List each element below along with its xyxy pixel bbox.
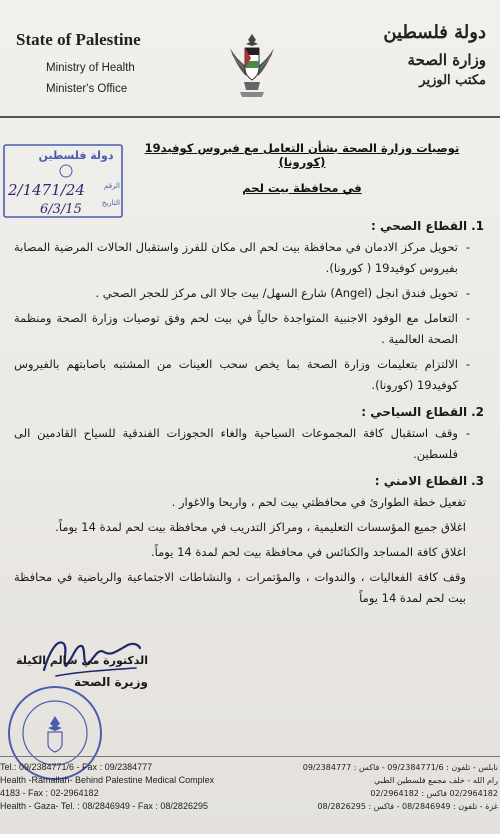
list-item: - تحويل فندق انجل (Angel) شارع السهل/ بيت جالا الى مركز للحجر الصحي . [14,283,470,304]
section-tourism [14,402,484,465]
section-title: القطاع السياحي : [361,405,468,419]
office-name-ar: مكتب الوزير [419,73,486,88]
section-items [14,237,484,396]
list-item: وقف كافة الفعاليات ، والندوات ، والمؤتمرات ، والنشاطات الاجتماعية والرياضية في محافظة بيت لحم لمدة 14 يوماً [14,570,466,605]
ministry-name-ar: وزارة الصحة [407,51,486,69]
footer-line: Health -Ramallah- Behind Palestine Medical Complex [0,775,215,785]
footer-divider [0,756,500,757]
section-title: القطاع الامني : [374,474,468,488]
header-divider [0,116,500,118]
stamp-title: دولة فلسطين [38,149,114,162]
section-items [14,492,484,609]
section-title: القطاع الصحي : [371,219,468,233]
footer-line: رام الله - خلف مجمع فلسطين الطبي [374,776,498,785]
list-item: - تحويل مركز الادمان في محافظة بيت لحم الى مكان للفرز واستقبال الحالات المرضية المصابة بفيروس كوفيد19 ( كورونا). [14,237,470,279]
stamp-date-label: التاريخ [101,199,120,207]
signatory-title: وزيرة الصحة [74,675,148,689]
list-item: - الالتزام بتعليمات وزارة الصحة بما يخص سحب العينات من المشتبه باصابتهم بالفيروس كوفيد19 (كورونا). [14,354,470,396]
section-items [14,423,484,465]
footer-line: غزة - تلفون : 08/2846949 - فاكس : 08/2826295 [317,802,498,811]
footer-line: Tel.: 09/2384771/6 - Fax : 09/2384777 [0,762,153,772]
palestine-eagle-emblem-icon [226,30,278,100]
ministry-name-en: Ministry of Health [46,62,135,74]
footer-english [0,761,250,813]
section-security [14,471,484,609]
list-item: اغلاق جميع المؤسسات التعليمية ، ومراكز التدريب في محافظة بيت لحم لمدة 14 يوماً. [55,520,466,534]
list-item: تفعيل خطة الطوارئ في محافظتي بيت لحم ، واريحا والاغوار . [171,495,466,509]
incoming-mail-stamp [2,143,124,219]
state-name-ar: دولة فلسطين [383,22,486,43]
state-name-en: State of Palestine [16,30,141,49]
list-item: - التعامل مع الوفود الاجنبية المتواجدة حالياً في بيت لحم وفق توصيات وزارة الصحة ومنظمة الصحة العالمية . [14,308,470,350]
footer-line: Health - Gaza- Tel. : 08/2846949 - Fax : 08/2826295 [0,801,208,811]
footer-arabic [298,761,498,813]
title-line-1: توصيات وزارة الصحة بشأن التعامل مع فيروس كوفيد19 (كورونا) [144,141,460,169]
footer-line: 02/2964182 فاكس : 02/2964182 [370,789,498,798]
document-body [14,210,484,613]
title-line-2: في محافظة بيت لحم [242,181,362,195]
section-heading [14,471,484,492]
footer-line: 4183 - Fax : 02-2964182 [0,788,99,798]
section-number: 1. [471,219,484,233]
list-item: اغلاق كافة المساجد والكنائس في محافظة بيت لحم لمدة 14 يوماً. [150,545,466,559]
stamp-number-label: الرقم [104,182,120,190]
section-number: 2. [471,405,484,419]
signatory-name: الدكتورة مي سالم الكيلة [16,654,148,667]
header-english [16,30,176,95]
stamp-reference-number: 2/1471/24 [8,181,85,199]
list-item: - وقف استقبال كافة المجموعات السياحية والغاء الحجوزات الفندقية للسياح القادمين الى فلسطين. [14,423,470,465]
document-title [122,141,482,195]
stamp-date: 6/3/15 [40,202,82,217]
section-number: 3. [471,474,484,488]
section-health [14,216,484,396]
office-name-en: Minister's Office [46,83,128,95]
section-heading [14,216,484,237]
header-arabic [326,22,486,88]
footer-line: نابلس - تلفون : 09/2384771/6 - فاكس : 09/2384777 [302,763,498,772]
section-heading [14,402,484,423]
